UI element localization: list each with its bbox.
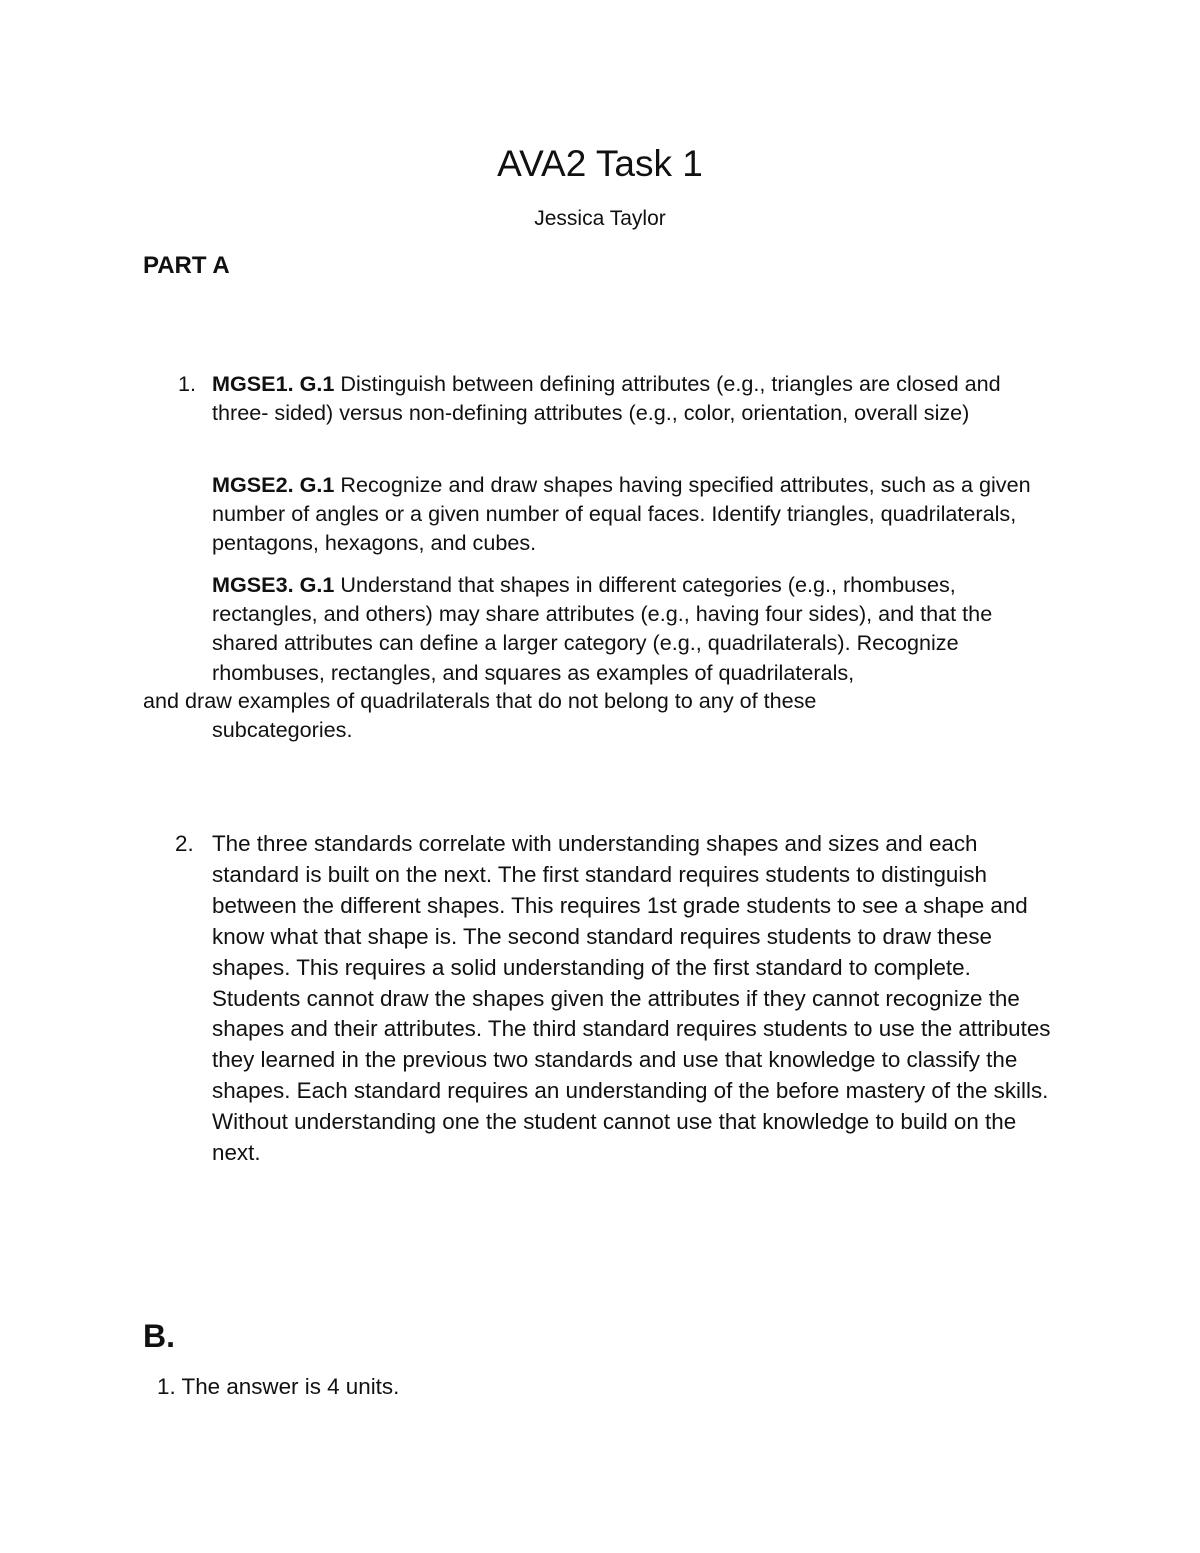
standard-code: MGSE1. G.1 bbox=[212, 371, 335, 396]
item-number-1: 1. bbox=[178, 371, 197, 396]
part-a-heading: PART A bbox=[143, 252, 230, 279]
standard-text: Distinguish between defining attributes (e.g., triangles are closed and three- sided) versus non-defining attributes (e.g., color, orientation, overall size) bbox=[212, 371, 1001, 426]
standard-mgse1 bbox=[212, 369, 1062, 427]
standard-mgse3 bbox=[212, 570, 1062, 687]
standard-mgse3-end: subcategories. bbox=[212, 717, 353, 742]
item-number: 1. bbox=[157, 1374, 176, 1399]
item-number-2: 2. bbox=[175, 831, 194, 856]
answer-text: The answer is 4 units. bbox=[181, 1374, 400, 1399]
standard-text: Recognize and draw shapes having specified attributes, such as a given number of angles or a given number of equal faces. Identify triangles, quadrilaterals, pentagons, hexagons, and cubes. bbox=[212, 472, 1031, 556]
standard-code: MGSE3. G.1 bbox=[212, 572, 335, 597]
standard-mgse2 bbox=[212, 470, 1062, 558]
standard-code: MGSE2. G.1 bbox=[212, 472, 335, 497]
standard-text: Understand that shapes in different categories (e.g., rhombuses, rectangles, and others) may share attributes (e.g., having four sides), and that the shared attributes can define a larger category (e.g., quadrilaterals). Recognize rhombuses, rectangles, and squares as examples of quadrilaterals, bbox=[212, 572, 993, 685]
document-title: AVA2 Task 1 bbox=[497, 143, 703, 184]
standard-mgse3-continued: and draw examples of quadrilaterals that do not belong to any of these bbox=[143, 688, 817, 713]
part-b-heading: B. bbox=[143, 1318, 175, 1354]
part-b-answer-1 bbox=[157, 1372, 399, 1402]
document-author: Jessica Taylor bbox=[534, 207, 666, 230]
item-2-answer: The three standards correlate with understanding shapes and sizes and each standard is built on the next. The first standard requires students to distinguish between the different shapes. This requires 1st grade students to see a shape and know what that shape is. The second standard requires students to draw these shapes. This requires a solid understanding of the first standard to complete. Students cannot draw the shapes given the attributes if they cannot recognize the shapes and their attributes. The third standard requires students to use the attributes they learned in the previous two standards and use that knowledge to classify the shapes. Each standard requires an understanding of the before mastery of the skills. Without understanding one the student cannot use that knowledge to build on the next. bbox=[212, 831, 1051, 1166]
